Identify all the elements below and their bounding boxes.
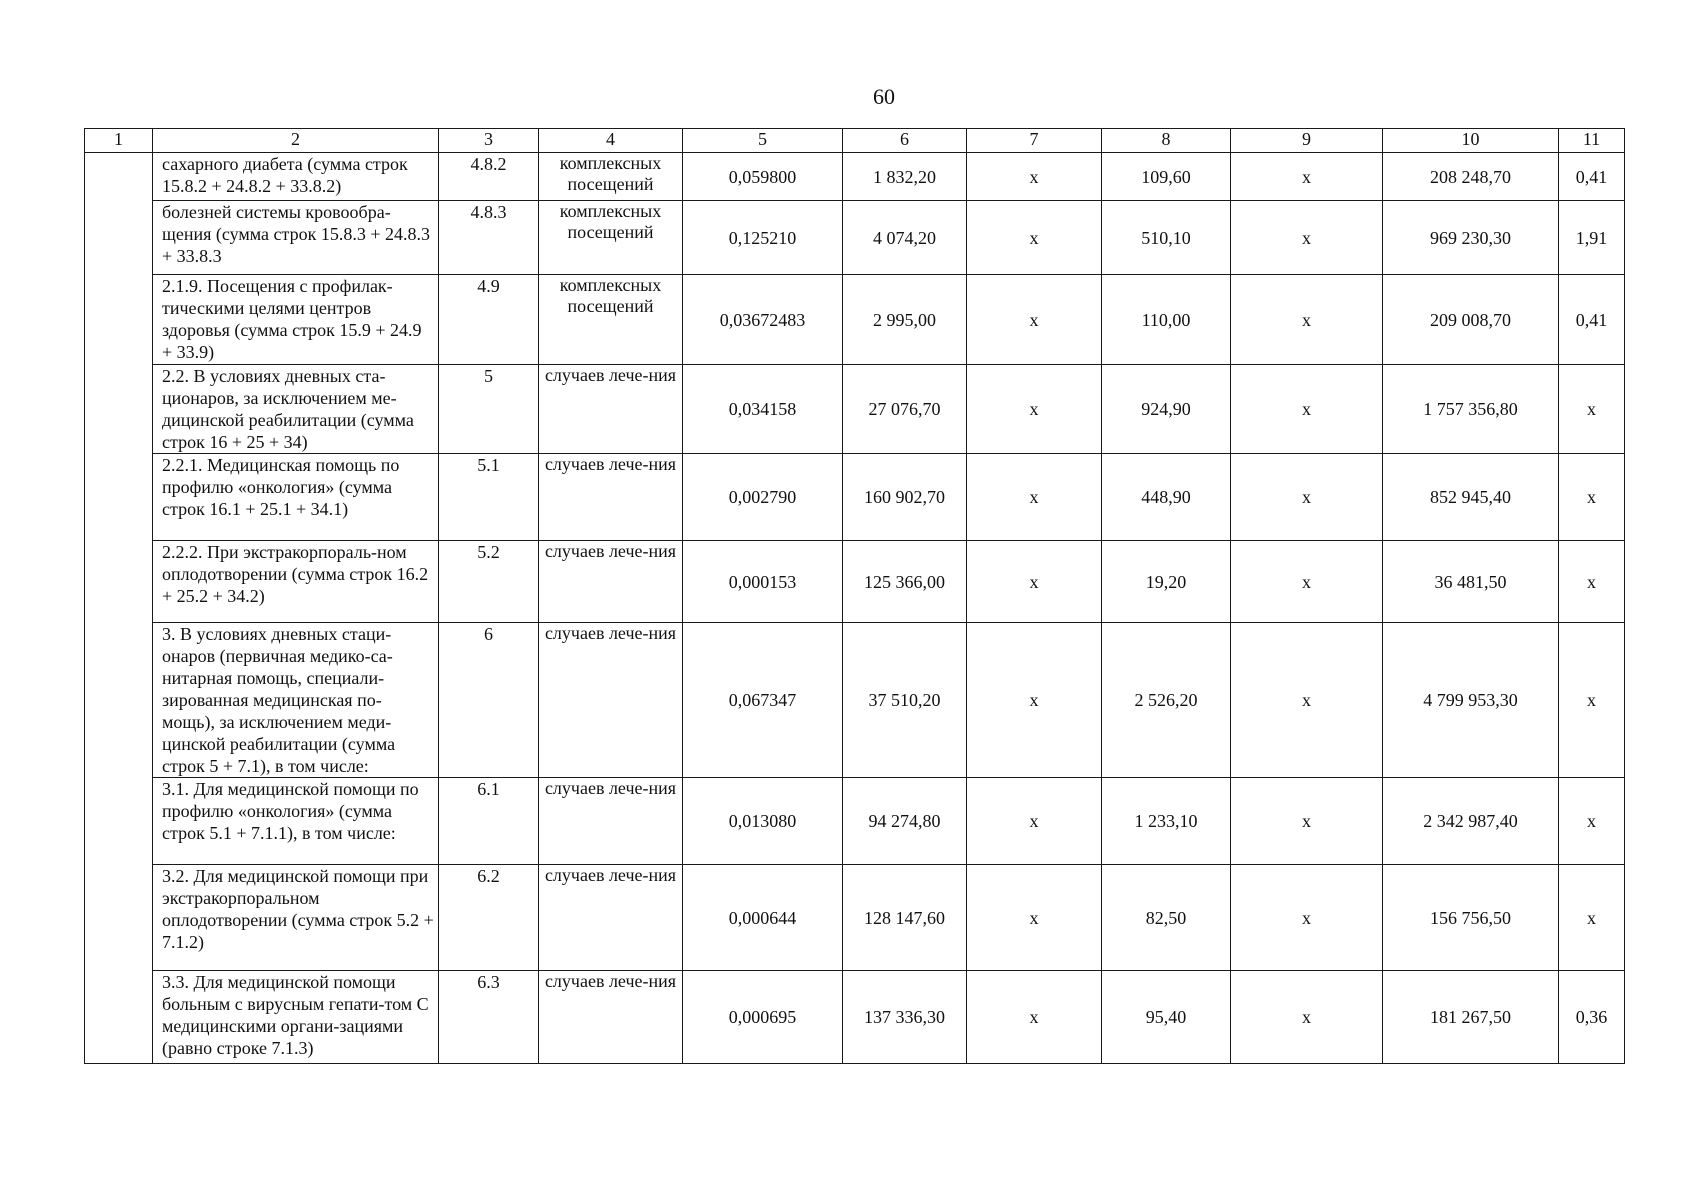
row-description: болезней системы кровообра-щения (сумма строк 15.8.3 + 24.8.3 + 33.8.3: [153, 201, 439, 275]
column-header: 6: [843, 129, 967, 153]
row-value-6: 160 902,70: [843, 454, 967, 541]
row-value-7: х: [967, 971, 1102, 1064]
row-value-6: 128 147,60: [843, 865, 967, 971]
row-value-11: х: [1559, 541, 1625, 623]
row-value-11: 0,41: [1559, 153, 1625, 201]
row-value-5: 0,000644: [683, 865, 843, 971]
row-value-5: 0,000153: [683, 541, 843, 623]
row-line-number: 4.9: [439, 275, 539, 365]
row-value-11: х: [1559, 365, 1625, 454]
row-value-9: х: [1231, 201, 1383, 275]
row-unit: случаев лече-ния: [539, 454, 683, 541]
row-value-5: 0,000695: [683, 971, 843, 1064]
row-value-9: х: [1231, 778, 1383, 865]
row-value-10: 4 799 953,30: [1383, 623, 1559, 778]
row-line-number: 6: [439, 623, 539, 778]
row-value-6: 37 510,20: [843, 623, 967, 778]
row-description: 3. В условиях дневных стаци-онаров (первичная медико-са-нитарная помощь, специали-зированная медицинская по-мощь), за исключением меди-цинской реабилитации (сумма строк 5 + 7.1), в том числе:: [153, 623, 439, 778]
row-value-8: 924,90: [1102, 365, 1231, 454]
row-value-10: 209 008,70: [1383, 275, 1559, 365]
row-value-8: 82,50: [1102, 865, 1231, 971]
row-value-5: 0,034158: [683, 365, 843, 454]
row-value-7: х: [967, 454, 1102, 541]
row-line-number: 5.1: [439, 454, 539, 541]
column-header: 7: [967, 129, 1102, 153]
row-line-number: 4.8.2: [439, 153, 539, 201]
column-header: 4: [539, 129, 683, 153]
row-value-5: 0,03672483: [683, 275, 843, 365]
row-value-9: х: [1231, 365, 1383, 454]
row-value-6: 4 074,20: [843, 201, 967, 275]
row-value-7: х: [967, 201, 1102, 275]
row-value-5: 0,002790: [683, 454, 843, 541]
row-value-8: 510,10: [1102, 201, 1231, 275]
row-value-8: 1 233,10: [1102, 778, 1231, 865]
row-value-7: х: [967, 275, 1102, 365]
row-value-9: х: [1231, 865, 1383, 971]
table-row: [85, 971, 1625, 1064]
row-value-9: х: [1231, 275, 1383, 365]
row-unit: комплексных посещений: [539, 275, 683, 365]
row-value-9: х: [1231, 153, 1383, 201]
row-value-6: 1 832,20: [843, 153, 967, 201]
row-value-9: х: [1231, 541, 1383, 623]
row-value-5: 0,125210: [683, 201, 843, 275]
row-value-9: х: [1231, 971, 1383, 1064]
table-row: [85, 865, 1625, 971]
column-header: 3: [439, 129, 539, 153]
row-value-7: х: [967, 365, 1102, 454]
row-value-8: 448,90: [1102, 454, 1231, 541]
row-value-7: х: [967, 541, 1102, 623]
row-value-6: 94 274,80: [843, 778, 967, 865]
row-unit: случаев лече-ния: [539, 971, 683, 1064]
row-unit: случаев лече-ния: [539, 365, 683, 454]
row-line-number: 6.1: [439, 778, 539, 865]
row-line-number: 6.2: [439, 865, 539, 971]
row-line-number: 4.8.3: [439, 201, 539, 275]
row-value-7: х: [967, 153, 1102, 201]
row-unit: случаев лече-ния: [539, 778, 683, 865]
row-line-number: 5: [439, 365, 539, 454]
column-header: 2: [153, 129, 439, 153]
row-value-10: 181 267,50: [1383, 971, 1559, 1064]
row-value-10: 208 248,70: [1383, 153, 1559, 201]
column-1-cell: [85, 153, 153, 1064]
row-value-8: 95,40: [1102, 971, 1231, 1064]
row-description: 2.1.9. Посещения с профилак-тическими целями центров здоровья (сумма строк 15.9 + 24.9 + 33.9): [153, 275, 439, 365]
row-value-5: 0,013080: [683, 778, 843, 865]
row-value-7: х: [967, 623, 1102, 778]
row-value-7: х: [967, 865, 1102, 971]
row-value-9: х: [1231, 623, 1383, 778]
row-description: сахарного диабета (сумма строк 15.8.2 + 24.8.2 + 33.8.2): [153, 153, 439, 201]
table-row: [85, 454, 1625, 541]
row-description: 3.3. Для медицинской помощи больным с вирусным гепати-том С медицинскими органи-зациями (равно строке 7.1.3): [153, 971, 439, 1064]
column-header: 9: [1231, 129, 1383, 153]
column-header: 5: [683, 129, 843, 153]
column-header: 1: [85, 129, 153, 153]
column-header: 10: [1383, 129, 1559, 153]
table-row: [85, 153, 1625, 201]
row-description: 3.2. Для медицинской помощи при экстракорпоральном оплодотворении (сумма строк 5.2 + 7.1.2): [153, 865, 439, 971]
row-value-6: 137 336,30: [843, 971, 967, 1064]
table-row: [85, 201, 1625, 275]
row-unit: случаев лече-ния: [539, 541, 683, 623]
column-header: 11: [1559, 129, 1625, 153]
table-row: [85, 623, 1625, 778]
row-unit: комплексных посещений: [539, 201, 683, 275]
row-value-10: 156 756,50: [1383, 865, 1559, 971]
row-value-5: 0,059800: [683, 153, 843, 201]
row-value-11: х: [1559, 623, 1625, 778]
row-value-11: 0,36: [1559, 971, 1625, 1064]
table-row: [85, 365, 1625, 454]
row-value-6: 125 366,00: [843, 541, 967, 623]
row-unit: комплексных посещений: [539, 153, 683, 201]
column-header: 8: [1102, 129, 1231, 153]
row-value-5: 0,067347: [683, 623, 843, 778]
row-value-11: 0,41: [1559, 275, 1625, 365]
row-value-10: 2 342 987,40: [1383, 778, 1559, 865]
row-value-6: 2 995,00: [843, 275, 967, 365]
row-value-10: 969 230,30: [1383, 201, 1559, 275]
row-value-9: х: [1231, 454, 1383, 541]
row-value-11: х: [1559, 454, 1625, 541]
row-value-8: 110,00: [1102, 275, 1231, 365]
data-table: [84, 128, 1625, 1064]
row-line-number: 5.2: [439, 541, 539, 623]
row-description: 2.2.1. Медицинская помощь по профилю «онкология» (сумма строк 16.1 + 25.1 + 34.1): [153, 454, 439, 541]
row-value-10: 36 481,50: [1383, 541, 1559, 623]
row-value-8: 2 526,20: [1102, 623, 1231, 778]
row-value-6: 27 076,70: [843, 365, 967, 454]
row-value-10: 852 945,40: [1383, 454, 1559, 541]
row-value-11: 1,91: [1559, 201, 1625, 275]
row-description: 2.2. В условиях дневных ста-ционаров, за исключением ме-дицинской реабилитации (сумма строк 16 + 25 + 34): [153, 365, 439, 454]
row-unit: случаев лече-ния: [539, 623, 683, 778]
row-description: 2.2.2. При экстракорпораль-ном оплодотворении (сумма строк 16.2 + 25.2 + 34.2): [153, 541, 439, 623]
row-line-number: 6.3: [439, 971, 539, 1064]
row-value-8: 19,20: [1102, 541, 1231, 623]
column-header-row: [85, 129, 1625, 153]
row-value-8: 109,60: [1102, 153, 1231, 201]
row-value-11: х: [1559, 778, 1625, 865]
row-value-7: х: [967, 778, 1102, 865]
row-value-10: 1 757 356,80: [1383, 365, 1559, 454]
table-row: [85, 541, 1625, 623]
row-description: 3.1. Для медицинской помощи по профилю «онкология» (сумма строк 5.1 + 7.1.1), в том числе:: [153, 778, 439, 865]
row-value-11: х: [1559, 865, 1625, 971]
table-row: [85, 778, 1625, 865]
page-number: 60: [873, 84, 895, 109]
table-row: [85, 275, 1625, 365]
row-unit: случаев лече-ния: [539, 865, 683, 971]
